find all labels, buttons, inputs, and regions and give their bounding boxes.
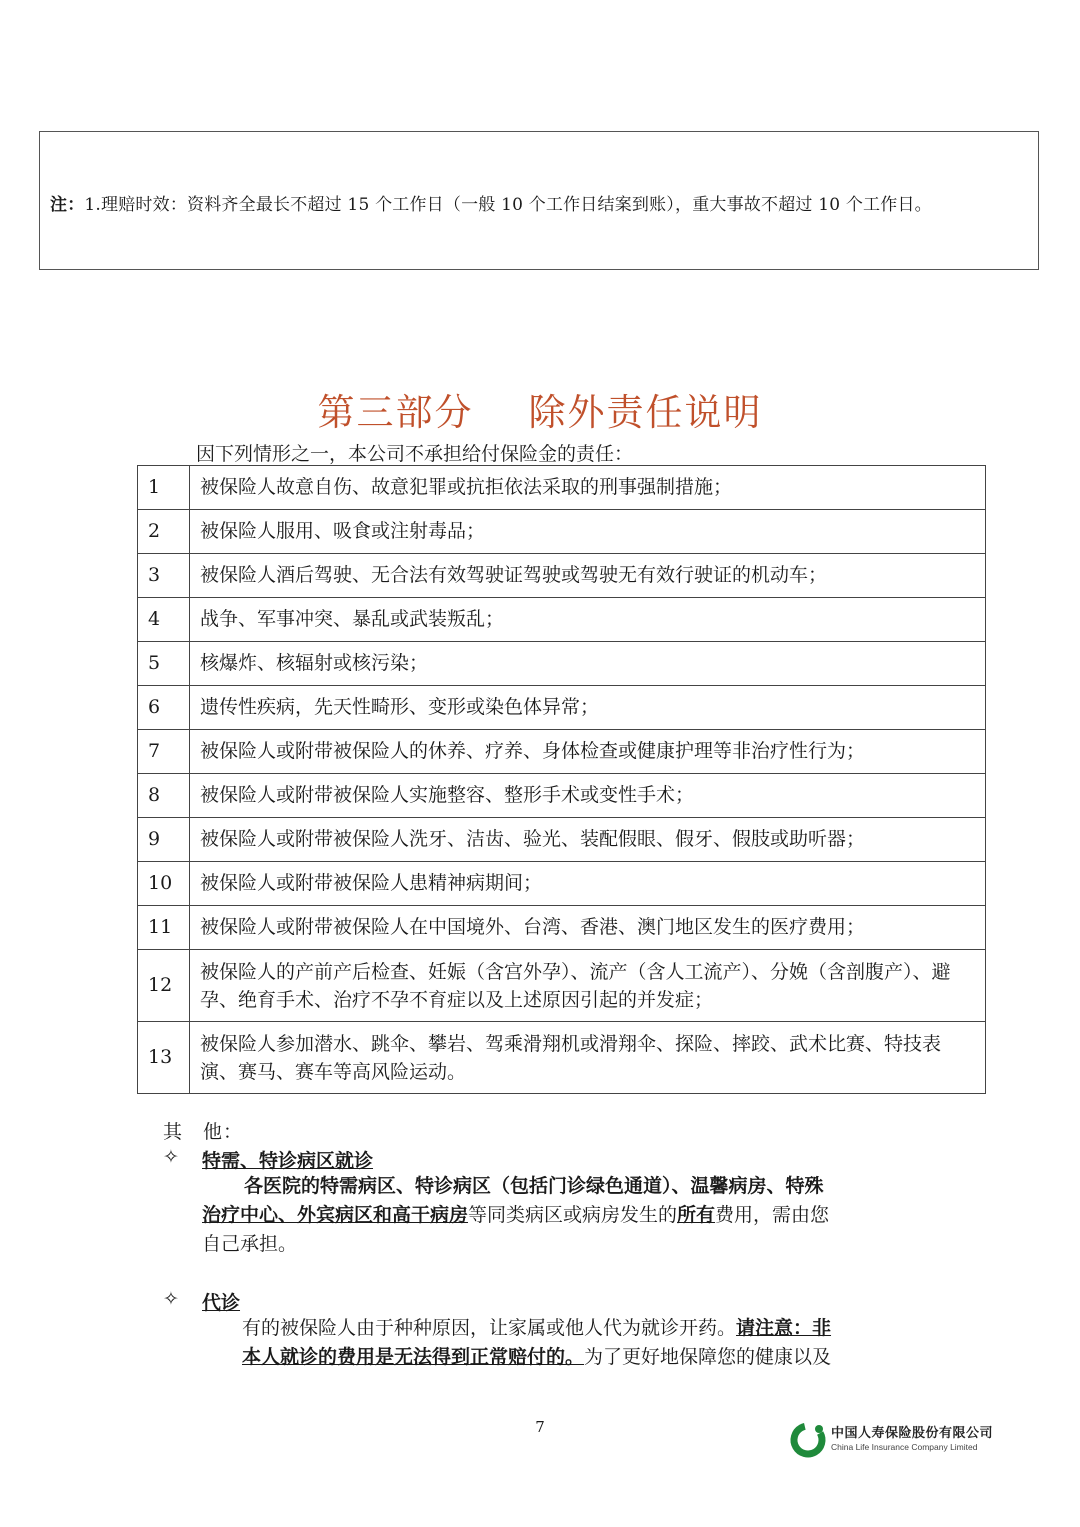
row-text: 被保险人或附带被保险人的休养、疗养、身体检查或健康护理等非治疗性行为；: [190, 730, 986, 774]
company-logo: [788, 1420, 1048, 1460]
table-row: [138, 642, 986, 686]
exclusions-table: [137, 465, 986, 1094]
row-text: 被保险人或附带被保险人患精神病期间；: [190, 862, 986, 906]
note-text: [50, 190, 932, 215]
row-number: 5: [138, 642, 190, 686]
section-title: 第三部分 除外责任说明: [317, 391, 763, 434]
row-number: 4: [138, 598, 190, 642]
row-number: 1: [138, 466, 190, 510]
table-row: [138, 686, 986, 730]
section-intro: 因下列情形之一，本公司不承担给付保险金的责任：: [196, 443, 634, 465]
table-row: [138, 598, 986, 642]
row-text: 被保险人参加潜水、跳伞、攀岩、驾乘滑翔机或滑翔伞、探险、摔跤、武术比赛、特技表演、赛马、赛车等高风险运动。: [190, 1022, 986, 1094]
table-row: [138, 510, 986, 554]
row-number: 2: [138, 510, 190, 554]
special-ward-line3: 自己承担。: [202, 1233, 298, 1255]
table-row: [138, 862, 986, 906]
row-number: 9: [138, 818, 190, 862]
note-content: 1.理赔时效：资料齐全最长不超过 15 个工作日（一般 10 个工作日结案到账），重大事故不超过 10 个工作日。: [84, 195, 932, 215]
diamond-bullet-icon: ✧: [163, 1288, 179, 1310]
company-name-en: China Life Insurance Company Limited: [831, 1442, 978, 1452]
table-row: [138, 1022, 986, 1094]
table-row: [138, 818, 986, 862]
table-row: [138, 774, 986, 818]
table-row: [138, 730, 986, 774]
diamond-bullet-icon: ✧: [163, 1146, 179, 1168]
row-number: 11: [138, 906, 190, 950]
table-row: [138, 950, 986, 1022]
row-text: 战争、军事冲突、暴乱或武装叛乱；: [190, 598, 986, 642]
table-row: [138, 554, 986, 598]
page-number: 7: [535, 1418, 545, 1436]
row-number: 6: [138, 686, 190, 730]
row-text: 被保险人的产前产后检查、妊娠（含宫外孕）、流产（含人工流产）、分娩（含剖腹产）、避孕、绝育手术、治疗不孕不育症以及上述原因引起的并发症；: [190, 950, 986, 1022]
row-text: 核爆炸、核辐射或核污染；: [190, 642, 986, 686]
special-ward-heading: 特需、特诊病区就诊: [202, 1150, 374, 1172]
china-life-logo-icon: [788, 1420, 828, 1460]
company-name-cn: 中国人寿保险股份有限公司: [831, 1426, 994, 1441]
row-number: 8: [138, 774, 190, 818]
row-number: 10: [138, 862, 190, 906]
row-number: 13: [138, 1022, 190, 1094]
row-number: 12: [138, 950, 190, 1022]
row-number: 3: [138, 554, 190, 598]
row-text: 被保险人或附带被保险人在中国境外、台湾、香港、澳门地区发生的医疗费用；: [190, 906, 986, 950]
proxy-visit-line1: 有的被保险人由于种种原因，让家属或他人代为就诊开药。请注意：非: [242, 1317, 832, 1339]
special-ward-line1: 各医院的特需病区、特诊病区（包括门诊绿色通道）、温馨病房、特殊: [244, 1175, 824, 1197]
row-text: 被保险人故意自伤、故意犯罪或抗拒依法采取的刑事强制措施；: [190, 466, 986, 510]
other-label: 其 他：: [163, 1121, 244, 1143]
row-text: 被保险人或附带被保险人实施整容、整形手术或变性手术；: [190, 774, 986, 818]
row-text: 被保险人服用、吸食或注射毒品；: [190, 510, 986, 554]
proxy-visit-line2: 本人就诊的费用是无法得到正常赔付的。为了更好地保障您的健康以及: [242, 1346, 832, 1368]
proxy-visit-heading: 代诊: [202, 1292, 241, 1314]
row-number: 7: [138, 730, 190, 774]
row-text: 被保险人酒后驾驶、无合法有效驾驶证驾驶或驾驶无有效行驶证的机动车；: [190, 554, 986, 598]
note-label: 注：: [50, 195, 85, 215]
table-row: [138, 466, 986, 510]
table-row: [138, 906, 986, 950]
note-box: [39, 131, 1039, 270]
special-ward-line2: 治疗中心、外宾病区和高干病房等同类病区或病房发生的所有费用，需由您: [202, 1204, 830, 1226]
row-text: 被保险人或附带被保险人洗牙、洁齿、验光、装配假眼、假牙、假肢或助听器；: [190, 818, 986, 862]
row-text: 遗传性疾病，先天性畸形、变形或染色体异常；: [190, 686, 986, 730]
